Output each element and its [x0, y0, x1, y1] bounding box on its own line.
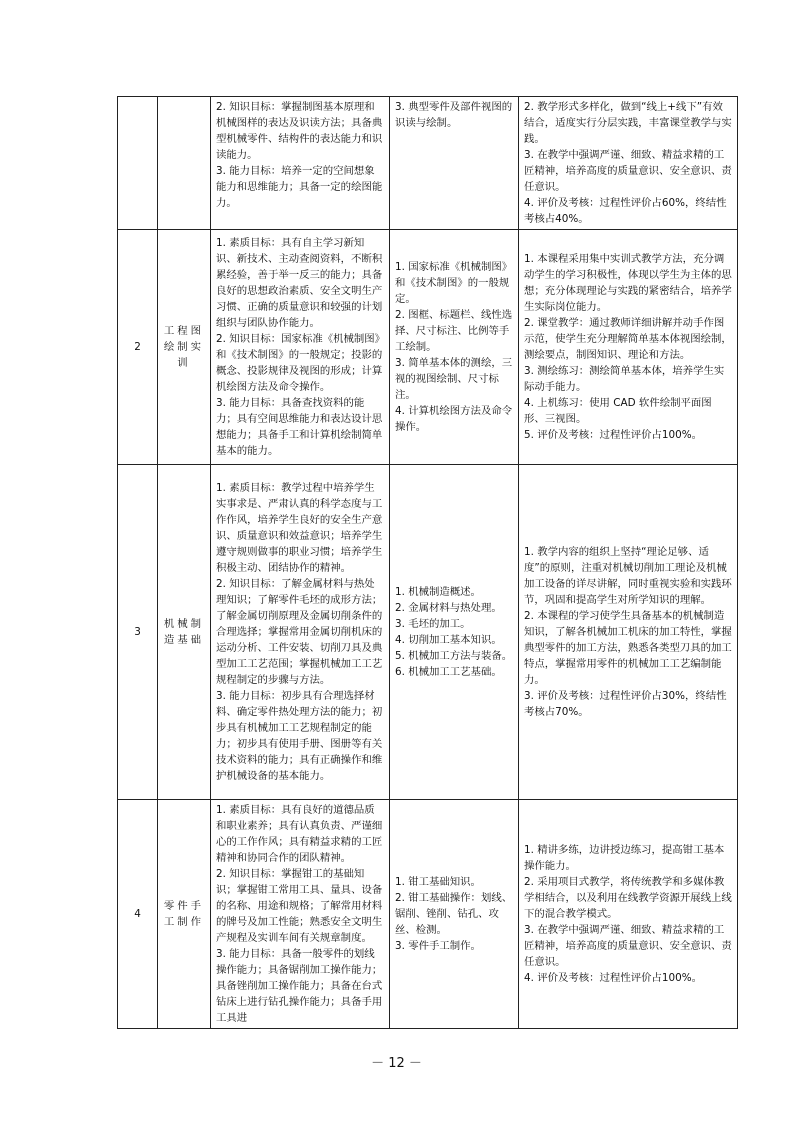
method-item: 2. 教学形式多样化，做到“线上+线下”有效结合，适度实行分层实践，丰富课堂教学与实践。: [524, 101, 732, 145]
goal-item: 1. 素质目标：教学过程中培养学生实事求是、严肃认真的科学态度与工作作风，培养学生良好的安全生产意识、质量意识和效益意识；培养学生遵守规则做事的职业习惯；培养学生积极主动、团结协作的精神。: [216, 482, 383, 574]
row-number: 4: [118, 800, 158, 1029]
method-item: 1. 教学内容的组织上坚持“理论足够、适度”的原则，注重对机械切削加工理论及机械加工设备的详尽讲解，同时重视实验和实践环节，巩固和提高学生对所学知识的理解。: [524, 546, 732, 606]
course-methods: [519, 465, 738, 800]
content-item: 1. 国家标准《机械制图》和《技术制图》的一般规定。: [395, 261, 513, 305]
content-item: 1. 机械制造概述。: [395, 586, 481, 598]
course-name: 工程图绘制实训: [158, 230, 211, 465]
course-content: [390, 230, 519, 465]
content-item: 3. 典型零件及部件视图的识读与绘制。: [395, 101, 513, 129]
goal-item: 1. 素质目标：具有自主学习新知识、新技术、主动查阅资料，不断积累经验，善于举一反三的能力；具备良好的思想政治素质、安全文明生产习惯、正确的质量意识和较强的计划组织与团队协作能力。: [216, 237, 383, 329]
course-goals: [211, 97, 390, 230]
method-item: 5. 评价及考核：过程性评价占100%。: [524, 429, 702, 441]
method-item: 1. 本课程采用集中实训式教学方法，充分调动学生的学习积极性，体现以学生为主体的思想；充分体现理论与实践的紧密结合，培养学生实际岗位能力。: [524, 253, 732, 313]
method-item: 2. 本课程的学习使学生具备基本的机械制造知识，了解各机械加工机床的加工特性，掌握典型零件的加工方法，熟悉各类型刀具的加工特点，掌握常用零件的机械加工工艺编制能力。: [524, 610, 732, 686]
content-item: 2. 钳工基础操作：划线、锯削、锉削、钻孔、攻丝、检测。: [395, 892, 513, 936]
method-item: 3. 在教学中强调严谨、细致、精益求精的工匠精神，培养高度的质量意识、安全意识、责任意识。: [524, 149, 732, 193]
goal-item: 3. 能力目标：具备查找资料的能力；具有空间思维能力和表达设计思想能力；具备手工和计算机绘制简单基本的能力。: [216, 397, 383, 457]
method-item: 4. 评价及考核：过程性评价占100%。: [524, 972, 702, 984]
table-row: [118, 230, 738, 465]
table-row: [118, 97, 738, 230]
table-row: [118, 800, 738, 1029]
course-name: 机械制造基础: [158, 465, 211, 800]
content-item: 3. 毛坯的加工。: [395, 618, 471, 630]
goal-item: 1. 素质目标：具有良好的道德品质和职业素养；具有认真负责、严谨细心的工作作风；具有精益求精的工匠精神和协同合作的团队精神。: [216, 804, 383, 864]
course-methods: [519, 230, 738, 465]
course-content: [390, 97, 519, 230]
course-content: [390, 465, 519, 800]
course-goals: [211, 230, 390, 465]
page-number: － 12 －: [371, 1056, 422, 1071]
course-table: [117, 96, 738, 1029]
goal-item: 2. 知识目标：国家标准《机械制图》和《技术制图》的一般规定；投影的概念、投影规律及视图的形成；计算机绘图方法及命令操作。: [216, 333, 383, 393]
content-item: 3. 简单基本体的测绘，三视的视图绘制、尺寸标注。: [395, 357, 513, 401]
goal-item: 3. 能力目标：具备一般零件的划线操作能力；具备锯削加工操作能力；具备锉削加工操作能力；具备在台式钻床上进行钻孔操作能力；具备手用工具进: [216, 948, 383, 1024]
content-item: 4. 切削加工基本知识。: [395, 634, 502, 646]
course-methods: [519, 97, 738, 230]
method-item: 4. 评价及考核：过程性评价占60%，终结性考核占40%。: [524, 197, 727, 225]
method-item: 2. 课堂教学：通过教师详细讲解并动手作图示范，使学生充分理解简单基本体视图绘制，测绘要点，制图知识、理论和方法。: [524, 317, 732, 361]
row-number: 3: [118, 465, 158, 800]
row-number: [118, 97, 158, 230]
method-item: 3. 测绘练习：测绘简单基本体，培养学生实际动手能力。: [524, 365, 725, 393]
course-goals: [211, 800, 390, 1029]
content-item: 4. 计算机绘图方法及命令操作。: [395, 405, 513, 433]
content-item: 2. 图框、标题栏、线性选择、尺寸标注、比例等手工绘制。: [395, 309, 513, 353]
goal-item: 3. 能力目标：培养一定的空间想象能力和思维能力；具备一定的绘图能力。: [216, 165, 383, 209]
content-item: 3. 零件手工制作。: [395, 940, 481, 952]
method-item: 1. 精讲多练，边讲授边练习，提高钳工基本操作能力。: [524, 844, 725, 872]
content-item: 5. 机械加工方法与装备。: [395, 650, 513, 662]
table-row: [118, 465, 738, 800]
method-item: 3. 在教学中强调严谨、细致、精益求精的工匠精神，培养高度的质量意识、安全意识、责任意识。: [524, 924, 732, 968]
goal-item: 2. 知识目标：掌握制图基本原理和机械图样的表达及识读方法；具备典型机械零件、结构件的表达能力和识读能力。: [216, 101, 383, 161]
course-name: [158, 97, 211, 230]
goal-item: 2. 知识目标：了解金属材料与热处理知识；了解零件毛坯的成形方法；了解金属切削原理及金属切削条件的合理选择；掌握常用金属切削机床的运动分析、工件安装、切削刀具及典型加工工艺范围；掌握机械加工工艺规程制定的步骤与方法。: [216, 578, 383, 686]
course-goals: [211, 465, 390, 800]
course-name: 零件手工制作: [158, 800, 211, 1029]
content-item: 1. 钳工基础知识。: [395, 876, 481, 888]
row-number: 2: [118, 230, 158, 465]
course-content: [390, 800, 519, 1029]
goal-item: 3. 能力目标：初步具有合理选择材料、确定零件热处理方法的能力；初步具有机械加工工艺规程制定的能力；初步具有使用手册、图册等有关技术资料的能力；具有正确操作和维护机械设备的基本能力。: [216, 690, 383, 782]
course-methods: [519, 800, 738, 1029]
goal-item: 2. 知识目标：掌握钳工的基础知识；掌握钳工常用工具、量具、设备的名称、用途和规格；了解常用材料的牌号及加工性能；熟悉安全文明生产规程及实训车间有关规章制度。: [216, 868, 383, 944]
content-item: 2. 金属材料与热处理。: [395, 602, 502, 614]
content-item: 6. 机械加工工艺基础。: [395, 666, 502, 678]
method-item: 4. 上机练习：使用 CAD 软件绘制平面图形、三视图。: [524, 397, 712, 425]
method-item: 2. 采用项目式教学，将传统教学和多媒体教学相结合，以及利用在线教学资源开展线上线下的混合教学模式。: [524, 876, 732, 920]
method-item: 3. 评价及考核：过程性评价占30%，终结性考核占70%。: [524, 690, 727, 718]
